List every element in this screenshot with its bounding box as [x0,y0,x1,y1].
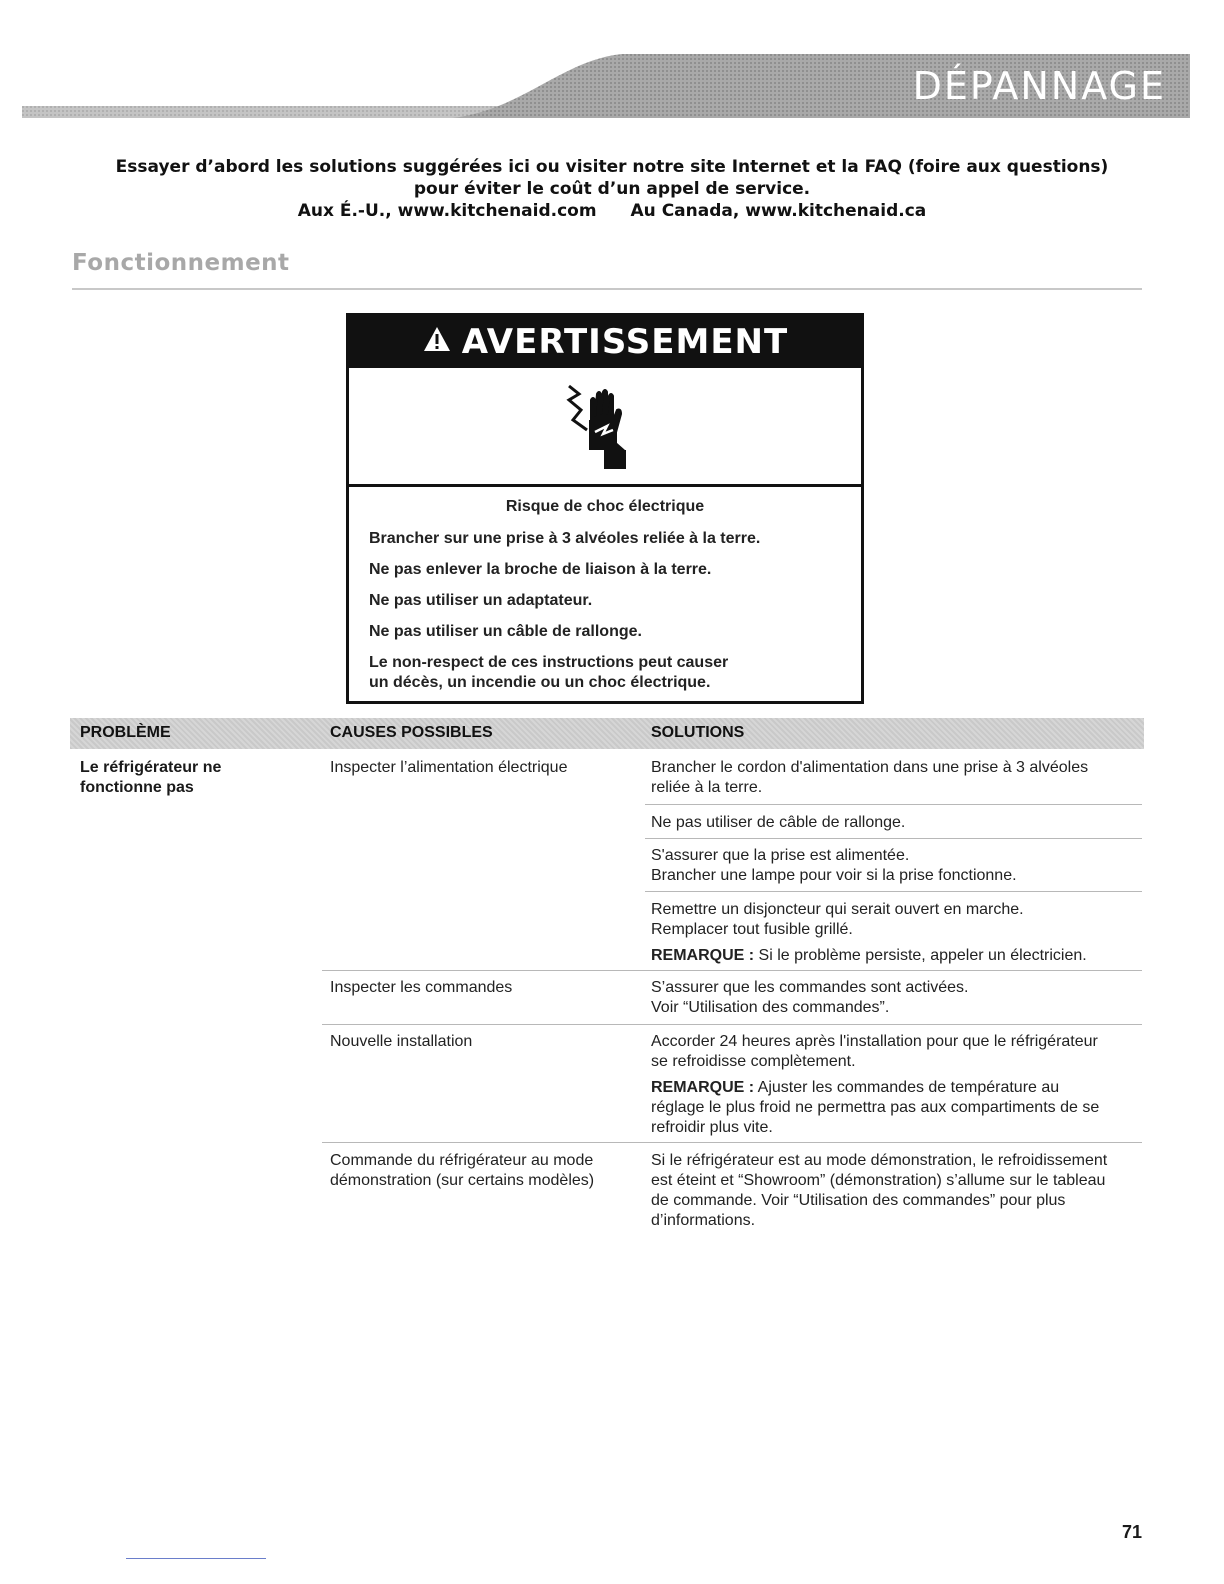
warning-box [346,313,864,704]
solution-cell: Ne pas utiliser de câble de rallonge. [651,814,906,831]
solution-cell [651,846,1141,886]
header-banner [22,50,1190,118]
warning-consequence-2: un décès, un incendie ou un choc électrique. [369,674,711,691]
warning-risk: Risque de choc électrique [505,498,705,515]
intro-urls [0,200,1224,222]
warning-line: Ne pas utiliser un adaptateur. [369,592,593,609]
cause-cell: Inspecter les commandes [330,979,513,996]
row-divider [645,804,1142,805]
header-problem: PROBLÈME [80,724,171,741]
warning-header [349,316,861,368]
warning-consequence-1: Le non-respect de ces instructions peut causer [369,654,729,671]
warning-line: Brancher sur une prise à 3 alvéoles reliée à la terre. [369,530,761,547]
solution-cell [651,1032,1111,1138]
solution-remark [651,1078,1111,1138]
warning-line: Ne pas utiliser un câble de rallonge. [369,623,642,640]
solution-line: S’assurer que les commandes sont activées. [651,979,969,996]
solution-line: S'assurer que la prise est alimentée. [651,847,910,864]
section-title: Fonctionnement [72,250,290,276]
cause-cell: Nouvelle installation [330,1033,473,1050]
intro-line-1: Essayer d’abord les solutions suggérées ici ou visiter notre site Internet et la FAQ (foire aux questions) [115,157,1109,177]
warning-heading: AVERTISSEMENT [461,322,789,362]
page-title: DÉPANNAGE [912,64,1166,108]
header-causes: CAUSES POSSIBLES [330,724,493,741]
header-solutions: SOLUTIONS [651,724,745,741]
solution-cell [651,900,1141,966]
ca-link[interactable]: Au Canada, www.kitchenaid.ca [630,201,927,221]
remark-label: REMARQUE : [651,947,755,964]
solution-line: Accorder 24 heures après l'installation pour que le réfrigérateur se refroidisse complètement. [651,1033,1098,1070]
problem-cell: Le réfrigérateur ne fonctionne pas [80,759,222,796]
row-divider [645,891,1142,892]
solution-remark [651,946,1141,966]
warning-consequence [369,653,841,693]
warning-text [349,487,861,693]
cause-cell: Commande du réfrigérateur au mode démonstration (sur certains modèles) [330,1152,595,1189]
footer-line [126,1558,266,1559]
remark-text: Si le problème persiste, appeler un électricien. [754,947,1087,964]
row-divider [322,1142,1142,1143]
intro-line-2: pour éviter le coût d’un appel de service. [413,179,811,199]
us-link[interactable]: Aux É.-U., www.kitchenaid.com [297,201,597,221]
section-divider [72,288,1142,290]
intro-text [0,156,1224,222]
row-divider [645,838,1142,839]
remark-label: REMARQUE : [651,1079,755,1096]
remark-text: Ajuster les commandes de température au réglage le plus froid ne permettra pas aux compartiments de se refroidir plus vite. [651,1079,1100,1136]
solution-cell: Brancher le cordon d'alimentation dans une prise à 3 alvéoles reliée à la terre. [651,759,1089,796]
cause-cell: Inspecter l’alimentation électrique [330,759,568,776]
row-divider [322,970,1142,971]
solution-line: Brancher une lampe pour voir si la prise fonctionne. [651,867,1017,884]
shock-hazard-area [349,368,861,487]
solution-line: Remettre un disjoncteur qui serait ouvert en marche. [651,901,1024,918]
solution-cell [651,978,1141,1018]
warning-line: Ne pas enlever la broche de liaison à la terre. [369,561,712,578]
warning-triangle-icon [422,322,452,362]
page-number: 71 [1121,1522,1142,1542]
solution-line: Voir “Utilisation des commandes”. [651,999,890,1016]
table-header [70,718,1144,749]
solution-line: Remplacer tout fusible grillé. [651,921,853,938]
electric-shock-hand-icon [565,380,645,472]
solution-cell: Si le réfrigérateur est au mode démonstration, le refroidissement est éteint et “Showroom” (démonstration) s’allume sur le tableau de commande. Voir “Utilisation des commandes” pour plus d’informations. [651,1152,1108,1229]
row-divider [322,1024,1142,1025]
